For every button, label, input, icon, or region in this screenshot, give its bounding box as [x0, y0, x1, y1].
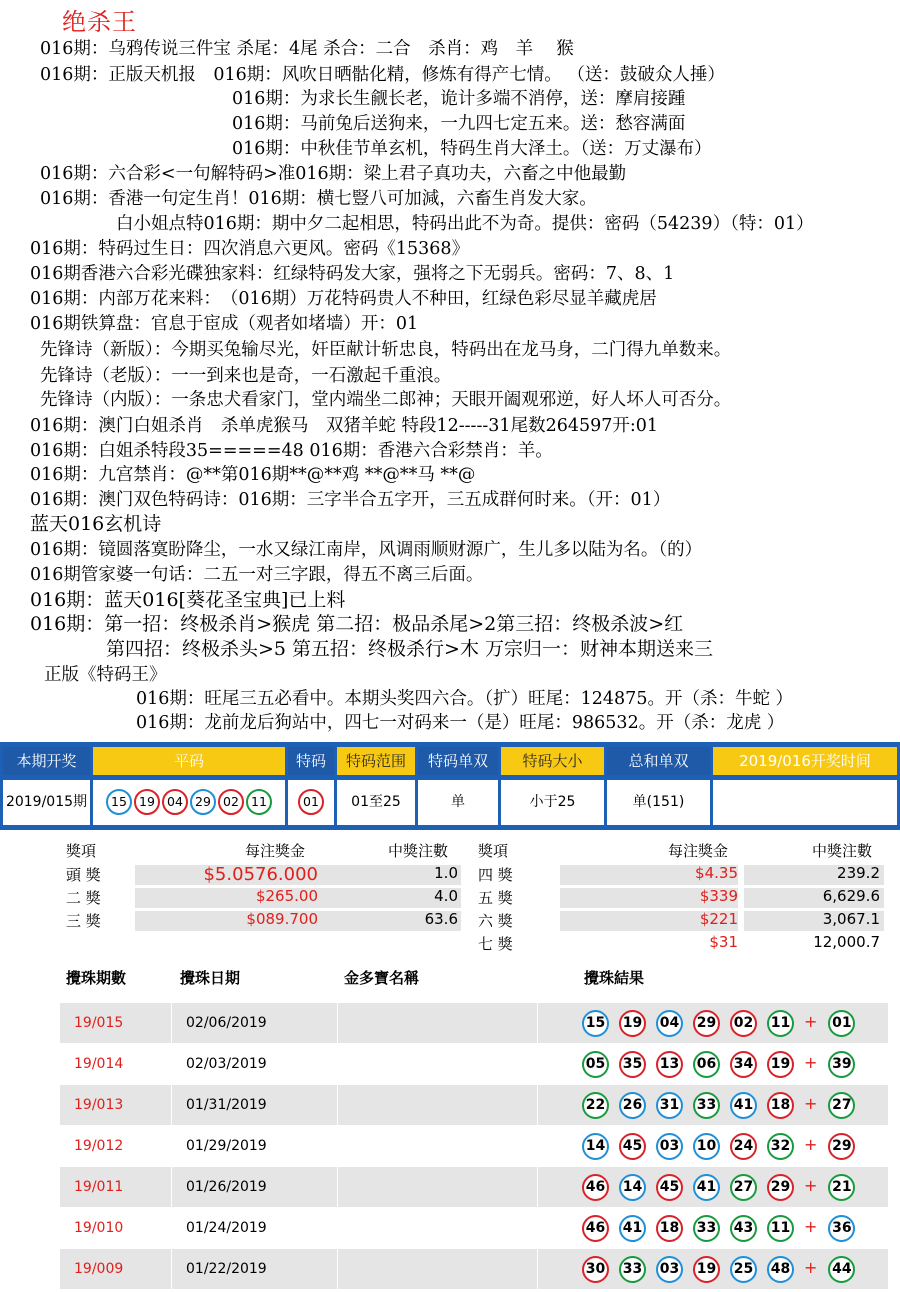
text-line: 016期：六合彩<一句解特码>准016期：梁上君子真功夫，六畜之中他最勤 [40, 164, 627, 184]
result-ball: 33 [619, 1256, 646, 1283]
history-period: 19/015 [74, 1015, 124, 1031]
special-result-ball: 39 [828, 1051, 855, 1078]
history-result-balls [582, 1133, 865, 1160]
text-line: 第四招：终极杀头>5 第五招：终极杀行>木 万宗归一：财神本期送来三 [106, 638, 714, 660]
prize-count: 12,000.7 [813, 933, 880, 951]
plus-sign: + [804, 1053, 818, 1072]
special-size: 小于25 [501, 780, 604, 825]
history-date: 01/31/2019 [186, 1097, 267, 1113]
history-header-result: 攪珠結果 [584, 969, 645, 987]
result-ball: 10 [693, 1133, 720, 1160]
text-line: 016期：为求长生觎长老，诡计多端不消停，送：摩肩接踵 [232, 89, 686, 109]
result-ball: 31 [656, 1092, 683, 1119]
result-ball: 45 [656, 1174, 683, 1201]
text-line: 016期：正版天机报 016期：风吹日晒骷化精，修炼有得产七情。 （送：鼓破众人捶） [40, 65, 725, 85]
result-ball: 41 [693, 1174, 720, 1201]
row-divider [337, 1167, 338, 1207]
prize-count: 63.6 [424, 910, 458, 928]
prize-amount: $339 [699, 887, 738, 905]
row-divider [337, 1208, 338, 1248]
header-sum-odd-even: 总和单双 [607, 747, 710, 775]
result-ball: 04 [656, 1010, 683, 1037]
result-ball: 06 [693, 1051, 720, 1078]
result-ball: 14 [582, 1133, 609, 1160]
prize-count: 239.2 [837, 864, 880, 882]
sum-odd-even: 单(151) [607, 780, 710, 825]
page-title: 绝杀王 [62, 8, 137, 36]
prize-name: 五 獎 [478, 889, 513, 907]
history-result-balls [582, 1010, 865, 1037]
prize-header-amount-right: 每注獎金 [668, 842, 729, 860]
result-ball: 24 [730, 1133, 757, 1160]
result-ball: 19 [693, 1256, 720, 1283]
result-ball: 19 [767, 1051, 794, 1078]
row-divider [337, 1003, 338, 1043]
text-line: 先锋诗（内版）：一条忠犬看家门，堂内端坐二郎神；天眼开阖观邪逆，好人坏人可否分。 [40, 390, 732, 410]
result-ball: 45 [619, 1133, 646, 1160]
result-ball: 29 [693, 1010, 720, 1037]
row-divider [171, 1044, 172, 1084]
special-result-ball: 21 [828, 1174, 855, 1201]
draw-result-table [0, 742, 900, 830]
history-header-date: 攪珠日期 [180, 969, 241, 987]
text-line: 016期：香港一句定生肖！016期：横七豎八可加減，六畜生肖发大家。 [40, 189, 597, 209]
text-line: 016期：蓝天016[葵花圣宝典]已上料 [30, 589, 346, 611]
prize-amount: $4.35 [695, 864, 738, 882]
prize-name: 七 獎 [478, 935, 513, 953]
result-ball: 14 [619, 1174, 646, 1201]
text-line: 016期：澳门白姐杀肖 杀单虎猴马 双猪羊蛇 特段12-----31尾数264597开:01 [30, 416, 659, 436]
row-divider [537, 1208, 538, 1248]
history-row [60, 1085, 888, 1125]
prize-name: 三 獎 [66, 912, 101, 930]
prize-amount: $221 [699, 910, 738, 928]
result-ball: 41 [619, 1215, 646, 1242]
result-ball: 03 [656, 1133, 683, 1160]
history-period: 19/010 [74, 1220, 124, 1236]
result-ball: 03 [656, 1256, 683, 1283]
result-ball: 35 [619, 1051, 646, 1078]
history-date: 01/29/2019 [186, 1138, 267, 1154]
row-divider [171, 1126, 172, 1166]
row-divider [171, 1003, 172, 1043]
next-draw-time [713, 780, 897, 825]
history-result-balls [582, 1051, 865, 1078]
plus-sign: + [804, 1217, 818, 1236]
number-ball: 29 [190, 789, 216, 815]
history-header-period: 攪珠期數 [66, 969, 127, 987]
prize-header-amount: 每注獎金 [245, 842, 306, 860]
history-period: 19/013 [74, 1097, 124, 1113]
row-divider [537, 1085, 538, 1125]
text-line: 016期管家婆一句话：二五一对三字跟，得五不离三后面。 [30, 565, 484, 585]
text-line: 先锋诗（新版）：今期买兔输尽光，奸臣献计斩忠良，特码出在龙马身，二门得九单数来。 [40, 340, 732, 360]
row-divider [337, 1044, 338, 1084]
special-range: 01至25 [337, 780, 415, 825]
header-special-range: 特码范围 [337, 747, 415, 775]
header-current-draw: 本期开奖 [3, 747, 90, 775]
history-date: 02/03/2019 [186, 1056, 267, 1072]
plus-sign: + [804, 1258, 818, 1277]
prize-count: 3,067.1 [822, 910, 880, 928]
text-line: 016期：第一招：终极杀肖>猴虎 第二招：极品杀尾>2第三招：终极杀波>红 [30, 613, 684, 635]
history-result-balls [582, 1174, 865, 1201]
row-divider [171, 1208, 172, 1248]
prize-name: 二 獎 [66, 889, 101, 907]
header-size: 特码大小 [501, 747, 604, 775]
header-next-time: 2019/016开奖时间 [713, 747, 897, 775]
history-row [60, 1126, 888, 1166]
prize-name: 四 獎 [478, 866, 513, 884]
history-period: 19/011 [74, 1179, 124, 1195]
text-line: 016期：镜圆落寞盼降尘，一水又绿江南岸，风调雨顺财源广，生儿多以陆为名。（的） [30, 540, 703, 560]
normal-numbers [93, 780, 285, 825]
prize-count: 6,629.6 [822, 887, 880, 905]
prize-amount: $31 [709, 933, 738, 951]
row-divider [337, 1126, 338, 1166]
result-ball: 29 [767, 1174, 794, 1201]
result-ball: 15 [582, 1010, 609, 1037]
result-ball: 46 [582, 1174, 609, 1201]
text-line: 016期：马前兔后送狗来，一九四七定五来。送：愁容满面 [232, 114, 686, 134]
special-result-ball: 44 [828, 1256, 855, 1283]
row-divider [171, 1249, 172, 1289]
history-date: 01/26/2019 [186, 1179, 267, 1195]
result-ball: 34 [730, 1051, 757, 1078]
result-ball: 18 [767, 1092, 794, 1119]
prize-header-count-right: 中獎注數 [812, 842, 873, 860]
history-row [60, 1208, 888, 1248]
prize-amount: $265.00 [255, 887, 318, 905]
row-divider [171, 1167, 172, 1207]
text-line: 正版《特码王》 [44, 665, 167, 685]
result-ball: 32 [767, 1133, 794, 1160]
text-line: 蓝天016玄机诗 [30, 513, 162, 535]
history-result-balls [582, 1092, 865, 1119]
history-row [60, 1003, 888, 1043]
prize-count: 1.0 [434, 864, 458, 882]
history-date: 01/22/2019 [186, 1261, 267, 1277]
prize-header-item: 獎項 [66, 842, 97, 860]
result-ball: 13 [656, 1051, 683, 1078]
result-ball: 25 [730, 1256, 757, 1283]
special-result-ball: 27 [828, 1092, 855, 1119]
result-ball: 02 [730, 1010, 757, 1037]
text-line: 016期：乌鸦传说三件宝 杀尾：4尾 杀合：二合 杀肖：鸡 羊 猴 [40, 39, 574, 59]
result-ball: 11 [767, 1010, 794, 1037]
history-date: 01/24/2019 [186, 1220, 267, 1236]
prize-amount: $089.700 [246, 910, 318, 928]
history-row [60, 1249, 888, 1289]
text-line: 016期：特码过生日：四次消息六更风。密码《15368》 [30, 239, 470, 259]
number-ball: 15 [106, 789, 132, 815]
text-line: 白小姐点特016期：期中夕二起相思，特码出此不为奇。提供：密码（54239）（特：01） [116, 214, 814, 234]
prize-count: 4.0 [434, 887, 458, 905]
plus-sign: + [804, 1135, 818, 1154]
plus-sign: + [804, 1176, 818, 1195]
result-ball: 30 [582, 1256, 609, 1283]
plus-sign: + [804, 1094, 818, 1113]
number-ball: 04 [162, 789, 188, 815]
number-ball: 19 [134, 789, 160, 815]
special-result-ball: 29 [828, 1133, 855, 1160]
result-ball: 26 [619, 1092, 646, 1119]
text-line: 016期香港六合彩光碟独家料：红绿特码发大家，强将之下无弱兵。密码：7、8、1 [30, 264, 675, 284]
result-ball: 33 [693, 1215, 720, 1242]
result-ball: 22 [582, 1092, 609, 1119]
result-ball: 11 [767, 1215, 794, 1242]
result-ball: 27 [730, 1174, 757, 1201]
history-row [60, 1044, 888, 1084]
current-period: 2019/015期 [3, 780, 90, 825]
history-result-balls [582, 1256, 865, 1283]
prize-header-count: 中獎注數 [388, 842, 449, 860]
special-result-ball: 36 [828, 1215, 855, 1242]
number-ball: 11 [246, 789, 272, 815]
row-divider [171, 1085, 172, 1125]
history-period: 19/012 [74, 1138, 124, 1154]
result-ball: 19 [619, 1010, 646, 1037]
row-divider [337, 1249, 338, 1289]
row-divider [537, 1126, 538, 1166]
text-line: 016期：旺尾三五必看中。本期头奖四六合。（扩）旺尾：124875。开（杀：牛蛇 ） [136, 689, 794, 709]
text-line: 016期：白姐杀特段35=====48 016期：香港六合彩禁肖：羊。 [30, 441, 553, 461]
history-period: 19/009 [74, 1261, 124, 1277]
history-header-name: 金多寶名稱 [344, 969, 420, 987]
special-ball: 01 [298, 789, 324, 815]
prize-header-item-right: 獎項 [478, 842, 509, 860]
result-ball: 48 [767, 1256, 794, 1283]
text-line: 016期：中秋佳节单玄机，特码生肖大泽土。（送：万丈瀑布） [232, 139, 712, 159]
text-line: 先锋诗（老版）：一一到来也是奇，一石激起千重浪。 [40, 366, 452, 386]
result-ball: 43 [730, 1215, 757, 1242]
row-divider [337, 1085, 338, 1125]
row-divider [537, 1003, 538, 1043]
row-divider [537, 1167, 538, 1207]
history-result-balls [582, 1215, 865, 1242]
history-date: 02/06/2019 [186, 1015, 267, 1031]
plus-sign: + [804, 1012, 818, 1031]
result-ball: 18 [656, 1215, 683, 1242]
special-odd-even: 单 [418, 780, 498, 825]
result-ball: 46 [582, 1215, 609, 1242]
prize-name: 頭 獎 [66, 866, 101, 884]
result-ball: 33 [693, 1092, 720, 1119]
prize-amount: $5.0576.000 [203, 864, 318, 885]
text-line: 016期：内部万花来料： （016期）万花特码贵人不种田，红绿色彩尽显羊藏虎居 [30, 289, 657, 309]
row-divider [537, 1044, 538, 1084]
number-ball: 02 [218, 789, 244, 815]
special-number [288, 780, 334, 825]
history-row [60, 1167, 888, 1207]
header-normal-numbers: 平码 [93, 747, 285, 775]
text-line: 016期铁算盘：官息于宦成（观者如堵墙）开：01 [30, 314, 419, 334]
text-line: 016期：九宫禁肖：@**第016期**@**鸡 **@**马 **@ [30, 465, 476, 485]
header-odd-even: 特码单双 [418, 747, 498, 775]
result-ball: 05 [582, 1051, 609, 1078]
header-special: 特码 [288, 747, 334, 775]
prize-name: 六 獎 [478, 912, 513, 930]
text-line: 016期：澳门双色特码诗：016期：三字半合五字开，三五成群何时来。（开：01） [30, 490, 671, 510]
result-ball: 41 [730, 1092, 757, 1119]
row-divider [537, 1249, 538, 1289]
text-line: 016期：龙前龙后狗站中，四七一对码来一（是）旺尾：986532。开（杀：龙虎 ） [136, 713, 785, 733]
special-result-ball: 01 [828, 1010, 855, 1037]
history-period: 19/014 [74, 1056, 124, 1072]
